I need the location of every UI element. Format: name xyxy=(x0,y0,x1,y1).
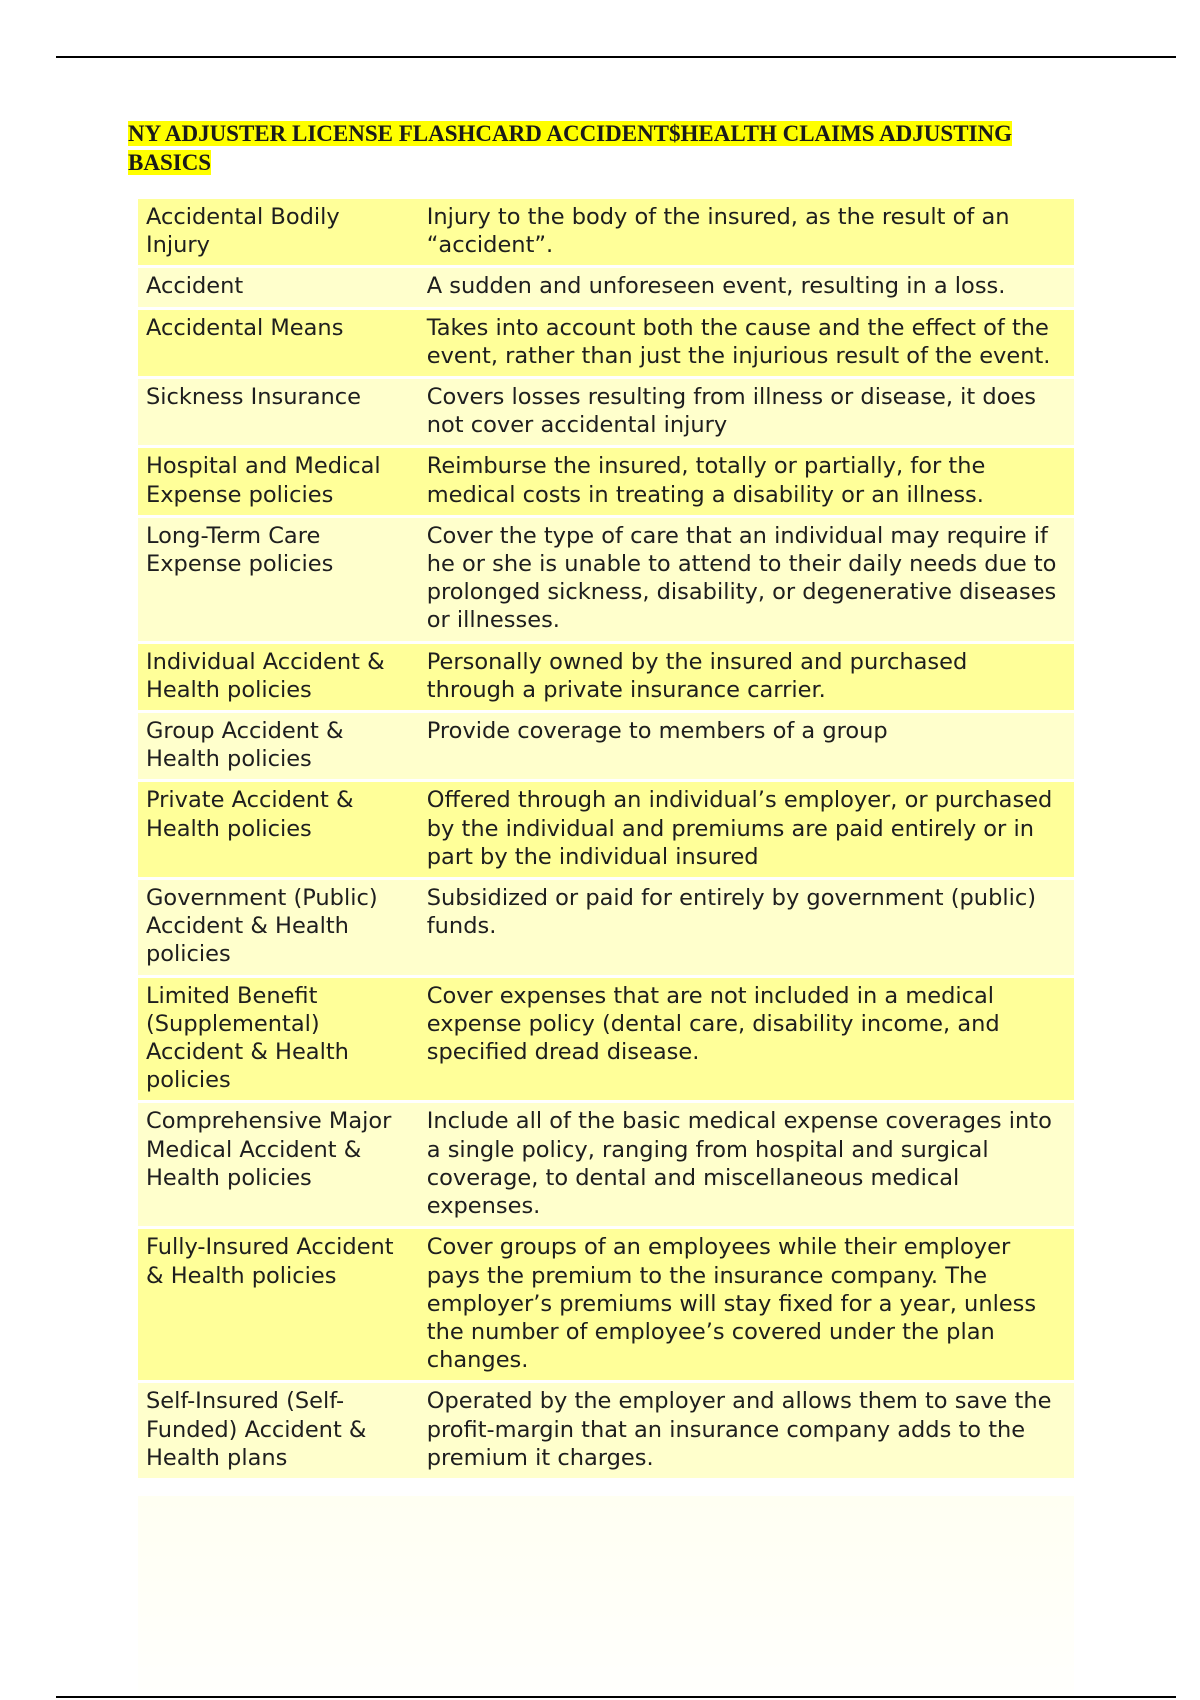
flashcard-definition: Provide coverage to members of a group xyxy=(417,713,1074,782)
document-title xyxy=(128,119,1078,177)
flashcard-definition: Offered through an individual’s employer, or purchased by the individual and premiums are paid entirely or in part by the individual insured xyxy=(417,782,1074,880)
top-divider xyxy=(56,56,1176,58)
flashcard-definition: Covers losses resulting from illness or disease, it does not cover accidental injury xyxy=(417,379,1074,448)
flashcard-term: Individual Accident & Health policies xyxy=(138,644,417,713)
flashcard-row xyxy=(138,310,1074,379)
flashcard-term: Group Accident & Health policies xyxy=(138,713,417,782)
flashcard-table-body xyxy=(138,199,1074,1481)
flashcard-term: Limited Benefit (Supplemental) Accident & Health policies xyxy=(138,978,417,1104)
flashcard-definition: Include all of the basic medical expense coverages into a single policy, ranging from hospital and surgical coverage, to dental and miscellaneous medical expenses. xyxy=(417,1103,1074,1229)
flashcard-definition: Subsidized or paid for entirely by government (public) funds. xyxy=(417,880,1074,978)
flashcard-definition: Cover the type of care that an individual may require if he or she is unable to attend to their daily needs due to prolonged sickness, disability, or degenerative diseases or illnesses. xyxy=(417,518,1074,644)
flashcard-row xyxy=(138,268,1074,309)
flashcard-row xyxy=(138,880,1074,978)
flashcard-term: Sickness Insurance xyxy=(138,379,417,448)
flashcard-term: Accident xyxy=(138,268,417,309)
document-title-text: NY ADJUSTER LICENSE FLASHCARD ACCIDENT$HEALTH CLAIMS ADJUSTING BASICS xyxy=(128,121,1012,175)
flashcard-term: Accidental Means xyxy=(138,310,417,379)
flashcard-row xyxy=(138,644,1074,713)
flashcard-row xyxy=(138,713,1074,782)
flashcard-definition: Personally owned by the insured and purchased through a private insurance carrier. xyxy=(417,644,1074,713)
flashcard-row xyxy=(138,199,1074,268)
flashcard-term: Self-Insured (Self-Funded) Accident & Health plans xyxy=(138,1383,417,1481)
flashcard-term: Government (Public) Accident & Health policies xyxy=(138,880,417,978)
flashcard-table xyxy=(138,199,1074,1481)
flashcard-definition: Injury to the body of the insured, as the result of an “accident”. xyxy=(417,199,1074,268)
flashcard-row xyxy=(138,1383,1074,1481)
flashcard-term: Fully-Insured Accident & Health policies xyxy=(138,1229,417,1383)
bottom-divider xyxy=(56,1696,1176,1698)
flashcard-term: Long-Term Care Expense policies xyxy=(138,518,417,644)
flashcard-definition: A sudden and unforeseen event, resulting in a loss. xyxy=(417,268,1074,309)
flashcard-term: Accidental Bodily Injury xyxy=(138,199,417,268)
flashcard-definition: Cover expenses that are not included in a medical expense policy (dental care, disability income, and specified dread disease. xyxy=(417,978,1074,1104)
flashcard-term: Hospital and Medical Expense policies xyxy=(138,448,417,517)
flashcard-row xyxy=(138,379,1074,448)
flashcard-row xyxy=(138,978,1074,1104)
flashcard-row xyxy=(138,1103,1074,1229)
flashcard-row xyxy=(138,1229,1074,1383)
flashcard-row xyxy=(138,518,1074,644)
flashcard-term: Private Accident & Health policies xyxy=(138,782,417,880)
flashcard-definition: Takes into account both the cause and the effect of the event, rather than just the injurious result of the event. xyxy=(417,310,1074,379)
flashcard-definition: Cover groups of an employees while their employer pays the premium to the insurance company. The employer’s premiums will stay fixed for a year, unless the number of employee’s covered under the plan changes. xyxy=(417,1229,1074,1383)
flashcard-term: Comprehensive Major Medical Accident & Health policies xyxy=(138,1103,417,1229)
flashcard-definition: Operated by the employer and allows them to save the profit-margin that an insurance company adds to the premium it charges. xyxy=(417,1383,1074,1481)
page-tail-shading xyxy=(138,1496,1074,1696)
flashcard-row xyxy=(138,448,1074,517)
flashcard-row xyxy=(138,782,1074,880)
flashcard-definition: Reimburse the insured, totally or partially, for the medical costs in treating a disability or an illness. xyxy=(417,448,1074,517)
